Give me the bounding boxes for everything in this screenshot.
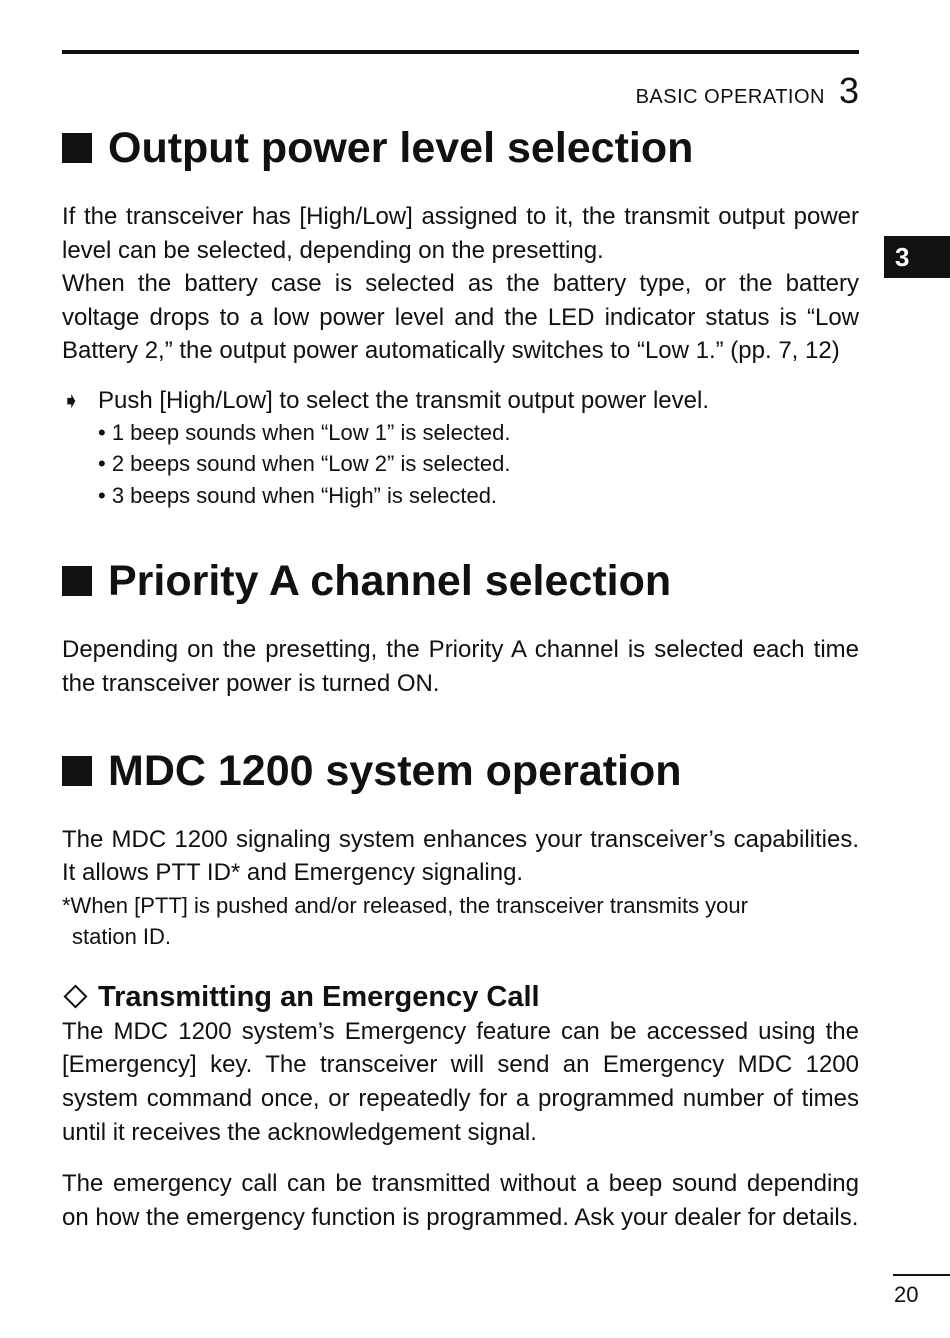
list-item: • 3 beeps sound when “High” is selected.	[98, 482, 498, 508]
paragraph: If the transceiver has [High/Low] assigned to it, the transmit output power level can be selected, depending on the presetting.	[62, 203, 859, 264]
page-content	[62, 118, 859, 1234]
section-title	[62, 118, 859, 178]
step-text: Push [High/Low] to select the transmit output power level.	[98, 386, 709, 414]
paragraph: The MDC 1200 system’s Emergency feature can be accessed using the [Emergency] key. The transceiver will send an Emergency MDC 1200 system command once, or repeatedly for a programmed number of times until it receives the acknowledgement signal.	[62, 1017, 859, 1146]
instruction-step	[62, 384, 859, 417]
list-item: • 2 beeps sound when “Low 2” is selected.	[98, 451, 511, 477]
paragraph: Depending on the presetting, the Priority A channel is selected each time the transceiver power is turned ON.	[62, 636, 859, 698]
footnote-line: *When [PTT] is pushed and/or released, the transceiver transmits your	[62, 892, 748, 918]
square-bullet-icon	[62, 133, 92, 163]
section-title	[62, 551, 859, 611]
top-rule	[62, 50, 859, 54]
chapter-number: 3	[838, 70, 859, 111]
running-header	[636, 70, 859, 112]
chapter-name: BASIC OPERATION	[635, 86, 825, 108]
section-title	[62, 741, 859, 801]
footnote	[62, 890, 859, 953]
subsection-title-text: Transmitting an Emergency Call	[98, 980, 540, 1013]
section-title-text: MDC 1200 system operation	[108, 746, 682, 795]
bullet-list	[62, 417, 859, 512]
subsection-title	[62, 979, 859, 1015]
chapter-tab	[884, 236, 950, 278]
section-priority-a	[62, 551, 859, 700]
arrow-right-icon: ➧	[62, 387, 81, 413]
section-title-text: Priority A channel selection	[108, 557, 672, 606]
section-output-power	[62, 118, 859, 511]
paragraph: The MDC 1200 signaling system enhances your transceiver’s capabilities. It allows PTT ID* and Emergency signaling.	[62, 825, 859, 887]
page-number-rule	[893, 1274, 950, 1276]
page-number: 20	[894, 1282, 919, 1307]
section-mdc-1200	[62, 741, 859, 1235]
diamond-icon	[63, 985, 87, 1009]
chapter-tab-label: 3	[895, 241, 910, 272]
list-item: • 1 beep sounds when “Low 1” is selected.	[98, 419, 511, 445]
paragraph: The emergency call can be transmitted without a beep sound depending on how the emergency function is programmed. Ask your dealer for details.	[62, 1170, 859, 1231]
square-bullet-icon	[62, 566, 92, 596]
footnote-line: station ID.	[72, 924, 172, 950]
square-bullet-icon	[62, 756, 92, 786]
section-title-text: Output power level selection	[108, 124, 694, 172]
paragraph: When the battery case is selected as the battery type, or the battery voltage drops to a low power level and the LED indicator status is “Low Battery 2,” the output power automatically switches to “Low 1.” (pp. 7, 12)	[62, 270, 859, 365]
